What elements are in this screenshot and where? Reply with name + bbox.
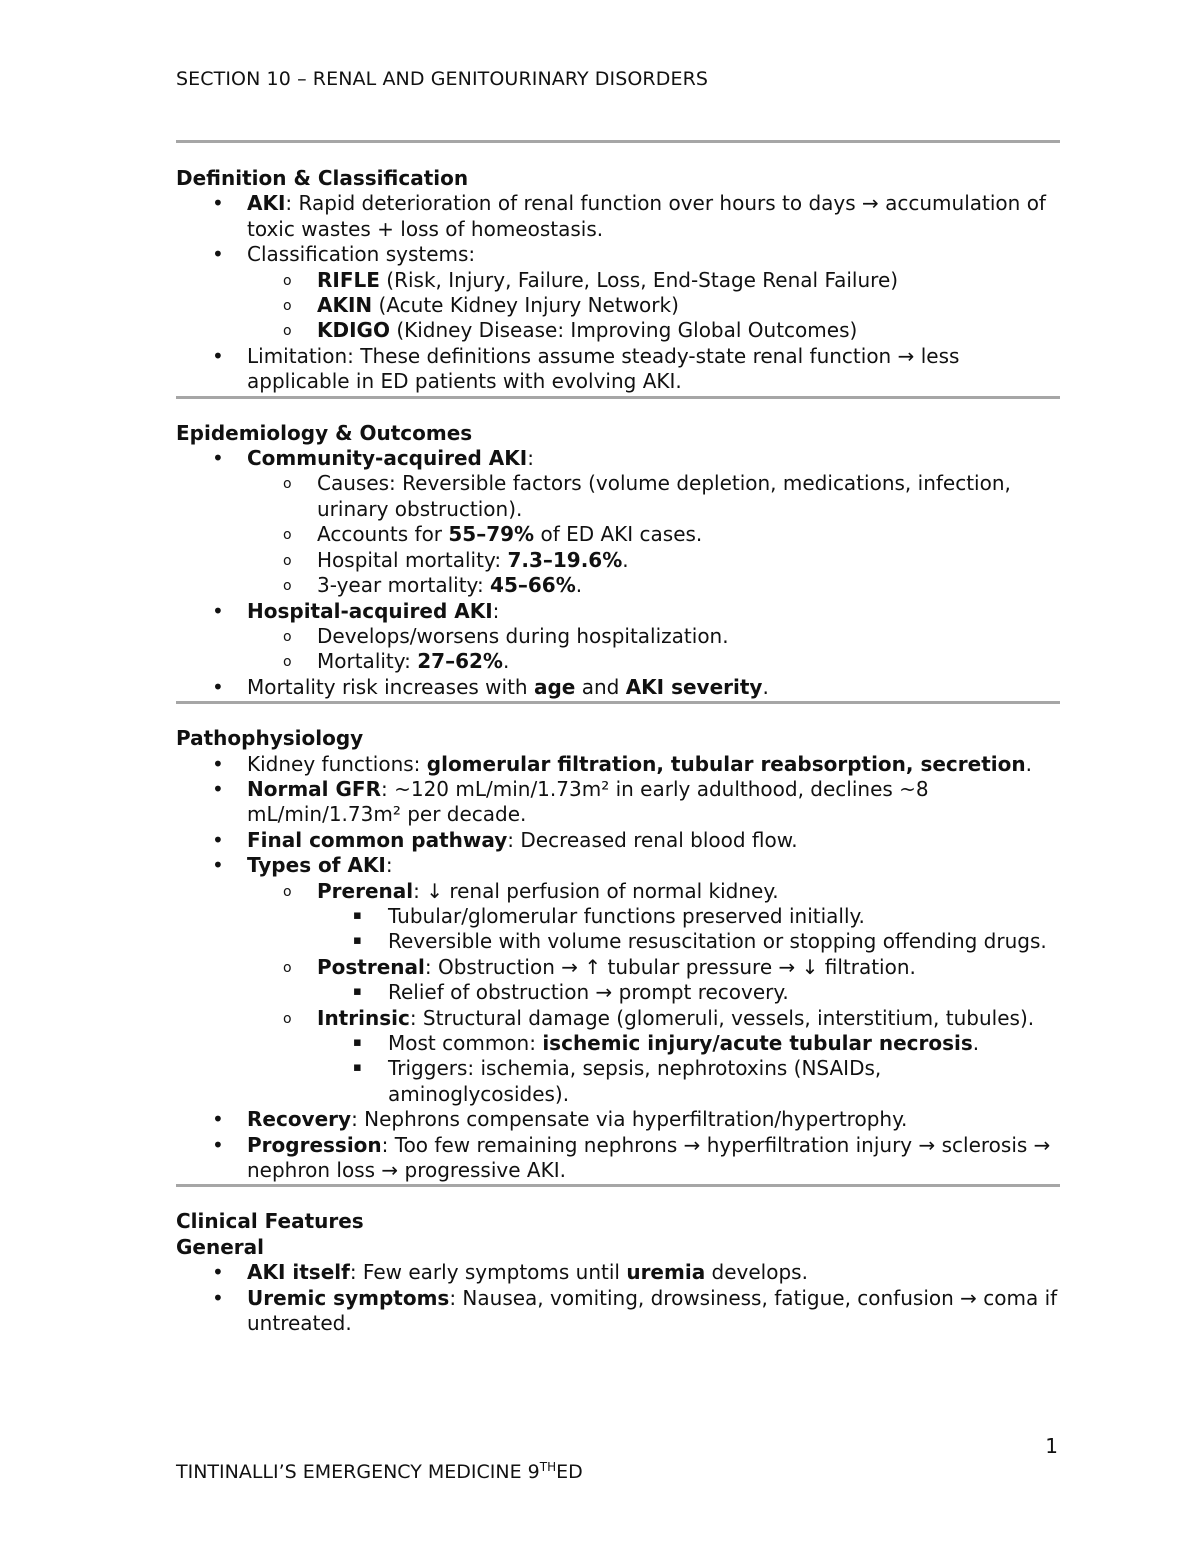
circle-bullet-icon: o (283, 323, 292, 340)
circle-bullet-icon: o (283, 527, 292, 544)
circle-bullet-icon: o (283, 298, 292, 315)
document-body (176, 140, 1060, 1336)
section-definition (176, 166, 1060, 395)
bullet-icon: • (212, 674, 224, 699)
list-item: • Classification systems: o RIFLE (Risk, Injury, Failure, Loss, End-Stage Renal Failure) o AKIN (Acute Kidney Injury Network) o KDIGO (Kidney Disease: Improving Global Outcomes) (176, 242, 1060, 344)
list-item: o Postrenal: Obstruction → ↑ tubular pressure → ↓ filtration. ▪ Relief of obstruction → prompt recovery. (176, 955, 1060, 1006)
circle-bullet-icon: o (283, 628, 292, 645)
section-title: Epidemiology & Outcomes (176, 420, 473, 445)
bullet-icon: • (212, 191, 224, 216)
list-item: • Types of AKI: o Prerenal: ↓ renal perfusion of normal kidney. ▪ Tubular/glomerular functions preserved initially. ▪ Reversible with volume resuscitation or stopping offending drugs. o Postrenal: Obstruction → ↑ tubular pressure → ↓ filtration. ▪ Relief of obstruction → prompt recovery. o Intrinsic: Structural damage (glomeruli, vessels, interstitium, tubules). ▪ Most common: ischemic injury/acute tubular necrosis. ▪ Triggers: ischemia, sepsis, nephrotoxins (NSAIDs, aminoglycosides). (176, 853, 1060, 1107)
bullet-icon: • (212, 242, 224, 267)
sub-list (247, 879, 1060, 1108)
bullet-list (176, 1260, 1060, 1336)
bullet-icon: • (212, 598, 224, 623)
section-subtitle: General (176, 1234, 264, 1259)
list-item: ▪ Relief of obstruction → prompt recovery. (353, 980, 789, 1005)
square-bullet-icon: ▪ (353, 1060, 362, 1076)
square-bullet-icon: ▪ (353, 907, 362, 923)
divider (176, 140, 1060, 143)
list-item: • Final common pathway: Decreased renal blood flow. (212, 827, 798, 852)
circle-bullet-icon: o (283, 654, 292, 671)
bullet-icon: • (212, 1260, 224, 1285)
list-item: ▪ Tubular/glomerular functions preserved initially. (353, 903, 865, 928)
list-item: • Uremic symptoms: Nausea, vomiting, drowsiness, fatigue, confusion → coma if untreated. (212, 1285, 1058, 1336)
list-item: ▪ Triggers: ischemia, sepsis, nephrotoxins (NSAIDs, aminoglycosides). (353, 1056, 882, 1106)
square-bullet-icon: ▪ (353, 933, 362, 949)
bullet-icon: • (212, 1285, 224, 1310)
section-title: Pathophysiology (176, 726, 364, 751)
list-item: o RIFLE (Risk, Injury, Failure, Loss, End-Stage Renal Failure) (176, 268, 1060, 293)
list-item: o AKIN (Acute Kidney Injury Network) (176, 293, 1060, 318)
list-item: • AKI: Rapid deterioration of renal function over hours to days → accumulation of toxic wastes + loss of homeostasis. (212, 191, 1046, 241)
page-footer: TINTINALLI’S EMERGENCY MEDICINE 9THED (176, 1460, 583, 1483)
section-epidemiology (176, 421, 1060, 700)
bullet-icon: • (212, 343, 224, 368)
list-item: o Develops/worsens during hospitalization. (176, 624, 1060, 649)
list-item: o Mortality: 27–62%. (176, 649, 1060, 674)
sub-sub-list (317, 980, 1060, 1005)
section-title: Definition & Classification (176, 166, 469, 190)
sub-sub-list (317, 904, 1060, 955)
circle-bullet-icon: o (283, 578, 292, 595)
sub-sub-list (317, 1031, 1060, 1107)
circle-bullet-icon: o (283, 272, 292, 289)
list-item: o Prerenal: ↓ renal perfusion of normal kidney. ▪ Tubular/glomerular functions preserved initially. ▪ Reversible with volume resuscitation or stopping offending drugs. (176, 879, 1060, 955)
square-bullet-icon: ▪ (353, 1035, 362, 1050)
sub-list (247, 471, 1060, 598)
bullet-icon: • (212, 827, 224, 852)
sub-list (247, 624, 1060, 675)
list-item: o Causes: Reversible factors (volume depletion, medications, infection, urinary obstruction). (283, 471, 1011, 521)
circle-bullet-icon: o (283, 476, 292, 493)
list-item: o KDIGO (Kidney Disease: Improving Global Outcomes) (176, 318, 1060, 343)
list-item: • Limitation: These definitions assume steady-state renal function → less applicable in ED patients with evolving AKI. (212, 343, 960, 394)
bullet-icon: • (212, 751, 224, 776)
list-item: o Accounts for 55–79% of ED AKI cases. (176, 522, 1060, 547)
list-item: o Intrinsic: Structural damage (glomeruli, vessels, interstitium, tubules). ▪ Most common: ischemic injury/acute tubular necrosis. ▪ Triggers: ischemia, sepsis, nephrotoxins (NSAIDs, aminoglycosides). (176, 1006, 1060, 1108)
list-item: o Hospital mortality: 7.3–19.6%. (176, 548, 1060, 573)
bullet-icon: • (212, 446, 224, 471)
section-pathophysiology (176, 726, 1060, 1183)
bullet-icon: • (212, 853, 224, 878)
list-item: o 3-year mortality: 45–66%. (176, 573, 1060, 598)
list-item: • Recovery: Nephrons compensate via hyperfiltration/hypertrophy. (212, 1107, 908, 1132)
page-header: SECTION 10 – RENAL AND GENITOURINARY DISORDERS (176, 68, 709, 90)
section-title: Clinical Features (176, 1209, 364, 1234)
bullet-list (176, 191, 1060, 394)
list-item: • Mortality risk increases with age and AKI severity. (212, 674, 769, 699)
divider (176, 396, 1060, 399)
circle-bullet-icon: o (283, 1010, 292, 1027)
list-item: • Progression: Too few remaining nephrons → hyperfiltration injury → sclerosis → nephron loss → progressive AKI. (212, 1132, 1051, 1183)
sub-list (247, 268, 1060, 344)
section-clinical (176, 1209, 1060, 1336)
page-number: 1 (1045, 1434, 1058, 1458)
circle-bullet-icon: o (283, 959, 292, 976)
bullet-icon: • (212, 1107, 224, 1132)
list-item: • Normal GFR: ~120 mL/min/1.73m² in early adulthood, declines ~8 mL/min/1.73m² per decade. (212, 776, 929, 827)
list-item: • Hospital-acquired AKI: o Develops/worsens during hospitalization. o Mortality: 27–62%. (176, 599, 1060, 675)
divider (176, 701, 1060, 704)
bullet-list (176, 752, 1060, 1184)
bullet-icon: • (212, 776, 224, 801)
square-bullet-icon: ▪ (353, 984, 362, 1000)
divider (176, 1184, 1060, 1187)
list-item: • Community-acquired AKI: o Causes: Reversible factors (volume depletion, medications, infection, urinary obstruction). o Accounts for 55–79% of ED AKI cases. o Hospital mortality: 7.3–19.6%. o 3-year mortality: 45–66%. (176, 446, 1060, 598)
circle-bullet-icon: o (283, 552, 292, 569)
list-item: ▪ Reversible with volume resuscitation or stopping offending drugs. (353, 929, 1047, 954)
circle-bullet-icon: o (283, 883, 292, 900)
bullet-list (176, 446, 1060, 700)
bullet-icon: • (212, 1132, 224, 1157)
list-item: • AKI itself: Few early symptoms until uremia develops. (212, 1260, 808, 1285)
list-item: • Kidney functions: glomerular filtration, tubular reabsorption, secretion. (212, 751, 1032, 776)
list-item: ▪ Most common: ischemic injury/acute tubular necrosis. (353, 1031, 980, 1055)
